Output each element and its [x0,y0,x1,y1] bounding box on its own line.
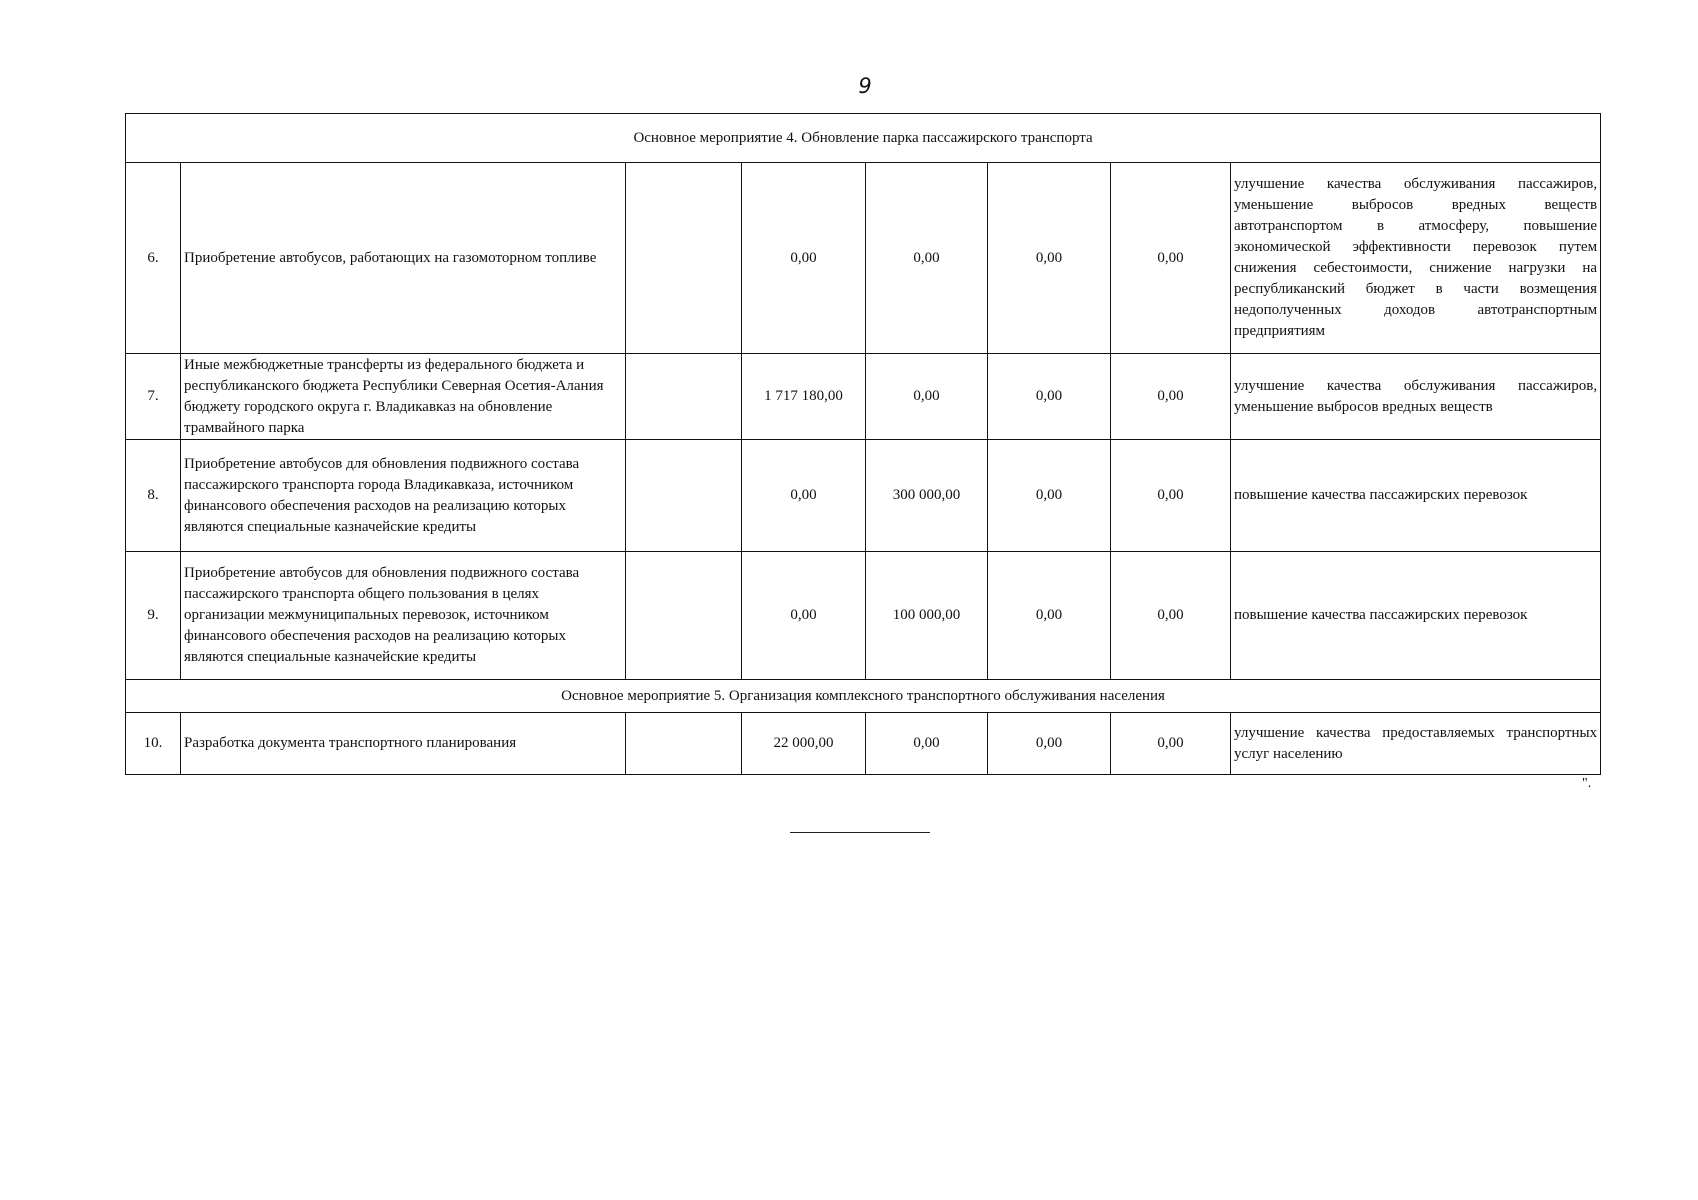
row-description: Приобретение автобусов, работающих на газомоторном топливе [181,163,626,354]
row-empty-cell [626,552,742,680]
row-description: Приобретение автобусов для обновления подвижного состава пассажирского транспорта города Владикавказа, источником финансового обеспечения расходов на реализацию которых являются специальные казначейские кредиты [181,440,626,552]
row-value-2: 0,00 [866,354,988,440]
row-empty-cell [626,354,742,440]
row-expected-result: улучшение качества обслуживания пассажиров, уменьшение выбросов вредных веществ [1231,354,1601,440]
row-value-1: 0,00 [742,552,866,680]
row-value-3: 0,00 [988,713,1111,775]
row-expected-result: повышение качества пассажирских перевозок [1231,552,1601,680]
table-row [126,713,1601,775]
row-number: 7. [126,354,181,440]
section-title-4: Основное мероприятие 4. Обновление парка пассажирского транспорта [126,114,1601,163]
row-number: 8. [126,440,181,552]
row-value-3: 0,00 [988,552,1111,680]
row-value-3: 0,00 [988,354,1111,440]
row-value-4: 0,00 [1111,440,1231,552]
row-value-4: 0,00 [1111,713,1231,775]
row-value-2: 0,00 [866,713,988,775]
row-expected-result: улучшение качества предоставляемых транспортных услуг населению [1231,713,1601,775]
row-value-1: 22 000,00 [742,713,866,775]
measures-table [125,113,1601,775]
row-value-1: 0,00 [742,440,866,552]
section-header-row [126,680,1601,713]
end-divider-line [790,832,930,833]
row-value-2: 300 000,00 [866,440,988,552]
row-value-3: 0,00 [988,163,1111,354]
row-value-4: 0,00 [1111,552,1231,680]
table-row [126,552,1601,680]
row-value-1: 1 717 180,00 [742,354,866,440]
row-description: Иные межбюджетные трансферты из федерального бюджета и республиканского бюджета Республики Северная Осетия-Алания бюджету городского округа г. Владикавказ на обновление трамвайного парка [181,354,626,440]
section-header-row [126,114,1601,163]
row-description: Приобретение автобусов для обновления подвижного состава пассажирского транспорта общего пользования в целях организации межмуниципальных перевозок, источником финансового обеспечения расходов на реализацию которых являются специальные казначейские кредиты [181,552,626,680]
row-value-1: 0,00 [742,163,866,354]
row-value-3: 0,00 [988,440,1111,552]
row-number: 10. [126,713,181,775]
row-empty-cell [626,440,742,552]
row-value-4: 0,00 [1111,354,1231,440]
row-expected-result: повышение качества пассажирских перевозок [1231,440,1601,552]
table-row [126,354,1601,440]
row-expected-result: улучшение качества обслуживания пассажиров, уменьшение выбросов вредных веществ автотранспортом в атмосферу, повышение экономической эффективности перевозок путем снижения себестоимости, снижение нагрузки на республиканский бюджет в части возмещения недополученных доходов автотранспортным предприятиям [1231,163,1601,354]
page-number: 9 [858,74,872,98]
section-title-5: Основное мероприятие 5. Организация комплексного транспортного обслуживания населения [126,680,1601,713]
row-empty-cell [626,713,742,775]
table-row [126,163,1601,354]
row-description: Разработка документа транспортного планирования [181,713,626,775]
row-empty-cell [626,163,742,354]
row-number: 9. [126,552,181,680]
table-row [126,440,1601,552]
row-value-4: 0,00 [1111,163,1231,354]
row-value-2: 100 000,00 [866,552,988,680]
row-number: 6. [126,163,181,354]
row-value-2: 0,00 [866,163,988,354]
closing-quote-mark: ". [1582,776,1592,791]
